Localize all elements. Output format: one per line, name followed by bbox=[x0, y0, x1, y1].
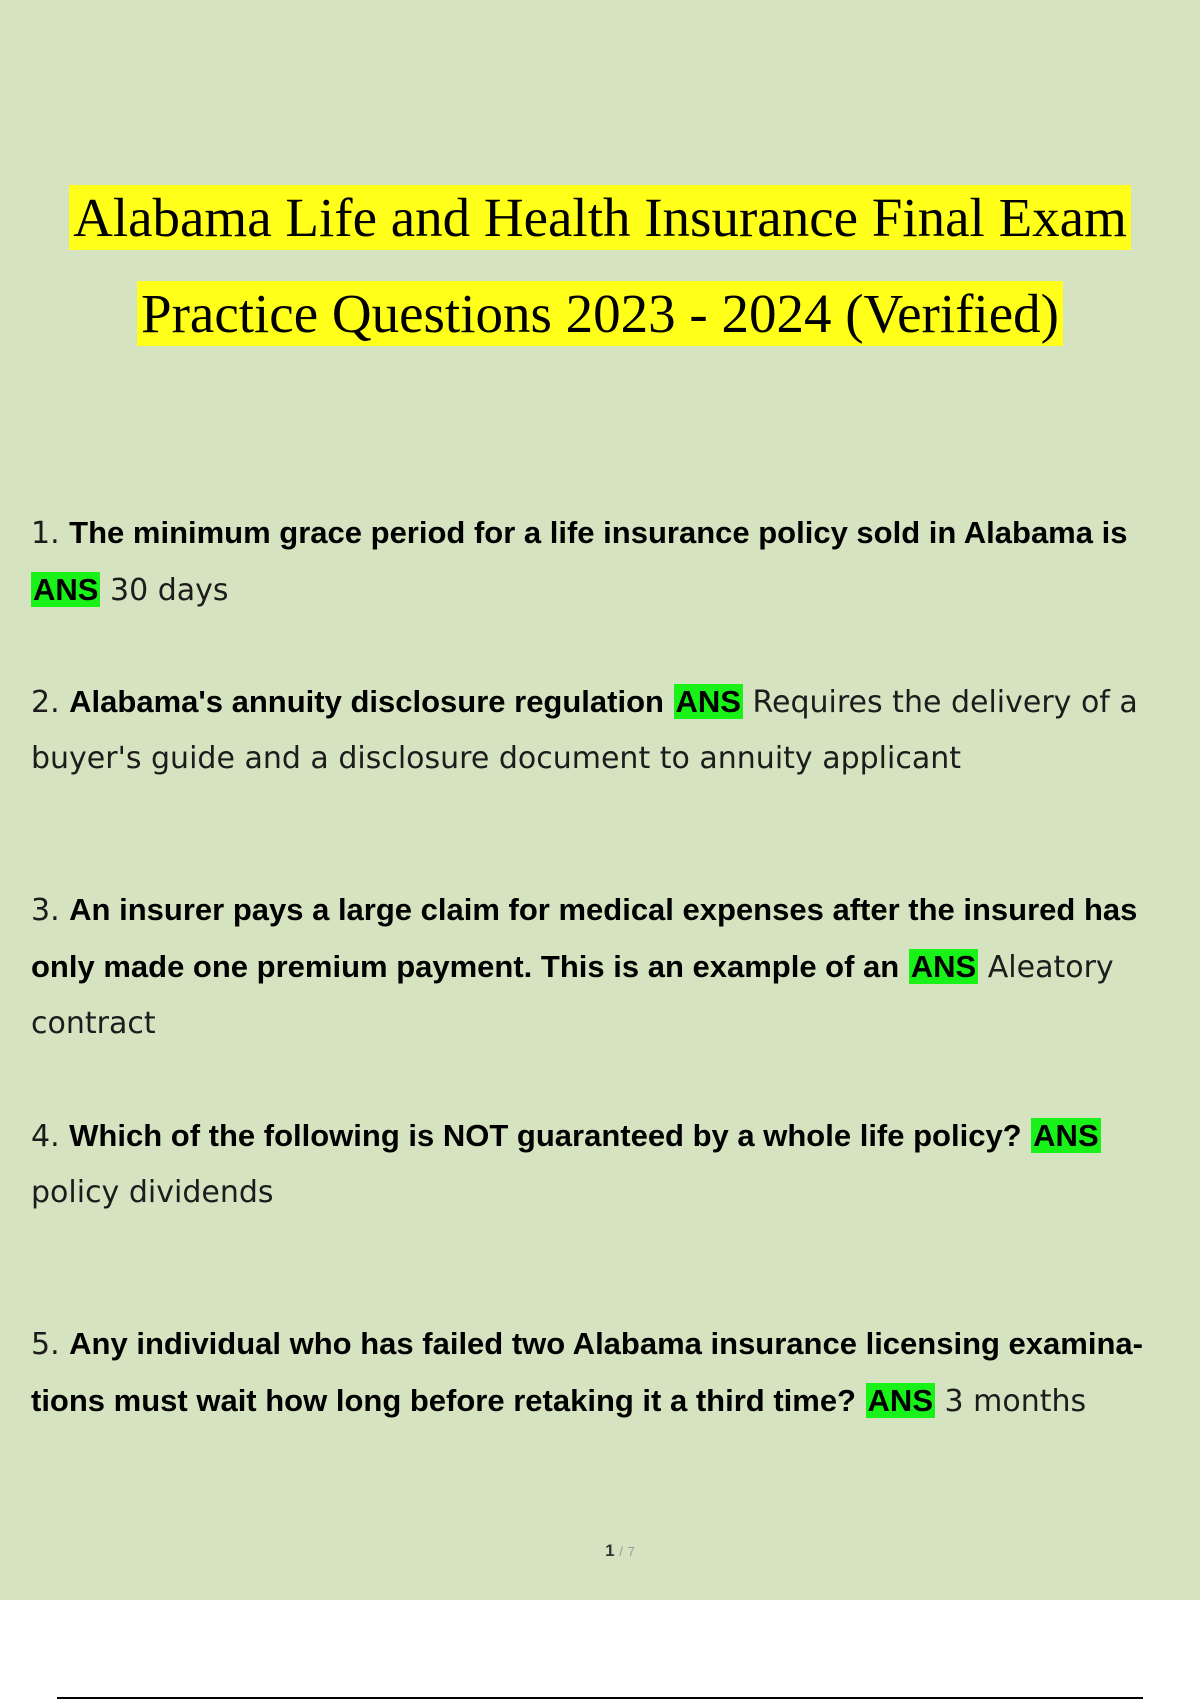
question-item-2 bbox=[31, 674, 1181, 787]
question-text: An insurer pays a large claim for medical expenses after the insured has only made one premium payment. This is an example of an bbox=[31, 892, 1138, 984]
answer-label: ANS bbox=[1033, 1118, 1099, 1153]
page-separator: / bbox=[619, 1544, 623, 1559]
answer-text: policy dividends bbox=[31, 1175, 274, 1210]
question-item-4 bbox=[31, 1108, 1181, 1221]
question-text: Alabama's annuity disclosure regulation bbox=[69, 684, 664, 719]
title-line-2: Practice Questions 2023 - 2024 (Verified) bbox=[137, 281, 1063, 346]
question-item-5 bbox=[31, 1316, 1181, 1430]
answer-text: Aleatory contract bbox=[31, 950, 1114, 1041]
answer-text: 30 days bbox=[110, 573, 229, 608]
bottom-divider bbox=[57, 1697, 1143, 1699]
page-total: 7 bbox=[627, 1544, 635, 1559]
question-item-3 bbox=[31, 882, 1181, 1052]
page-number bbox=[0, 1541, 1200, 1561]
page-current: 1 bbox=[605, 1541, 615, 1560]
answer-label: ANS bbox=[867, 1383, 933, 1418]
question-number: 1. bbox=[31, 516, 60, 551]
answer-label: ANS bbox=[33, 572, 99, 607]
question-number: 5. bbox=[31, 1327, 60, 1362]
question-number: 3. bbox=[31, 893, 60, 928]
answer-text: Requires the delivery of a buyer's guide and a disclosure document to annuity applicant bbox=[31, 685, 1138, 776]
answer-text: 3 months bbox=[944, 1384, 1087, 1419]
answer-label: ANS bbox=[910, 949, 977, 984]
question-number: 4. bbox=[31, 1119, 60, 1154]
question-text: Any individual who has failed two Alabama insurance licensing examina- tions must wait how long before retaking it a third time? bbox=[31, 1326, 1143, 1418]
question-item-1 bbox=[31, 505, 1181, 619]
question-text: Which of the following is NOT guaranteed by a whole life policy? bbox=[69, 1118, 1022, 1153]
question-number: 2. bbox=[31, 685, 60, 720]
title-line-1: Alabama Life and Health Insurance Final Exam bbox=[69, 185, 1131, 250]
document-title bbox=[0, 170, 1200, 362]
answer-label: ANS bbox=[675, 684, 741, 719]
question-text: The minimum grace period for a life insurance policy sold in Alabama is bbox=[69, 515, 1128, 550]
